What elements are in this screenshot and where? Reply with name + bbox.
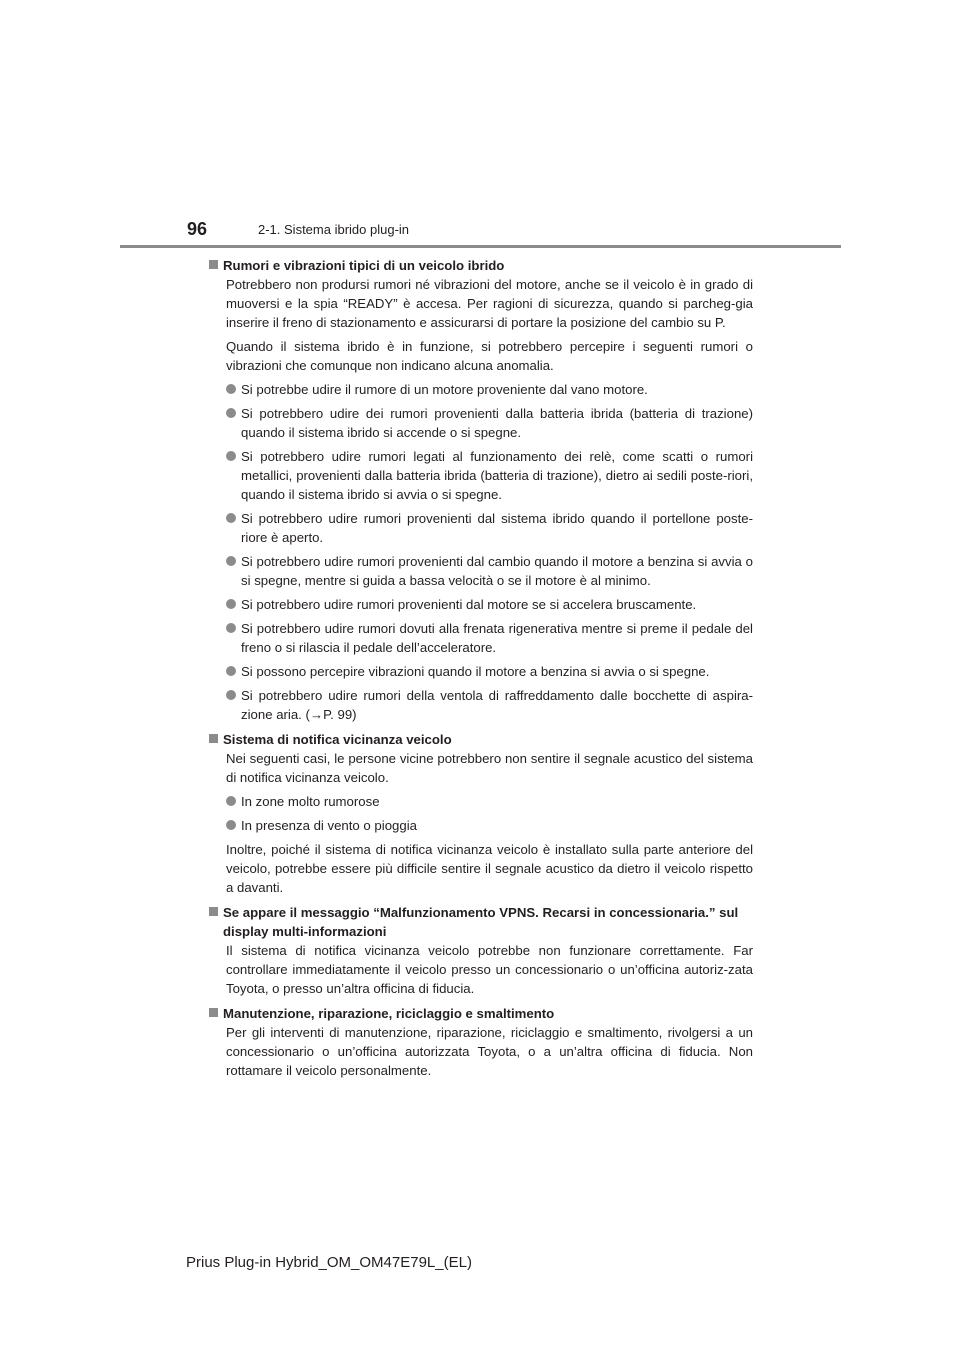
circle-bullet-icon [226, 820, 236, 830]
list-item-text: Si possono percepire vibrazioni quando il motore a benzina si avvia o si spegne. [241, 664, 710, 679]
page-number: 96 [187, 219, 208, 239]
list-item-text: Si potrebbe udire il rumore di un motore proveniente dal vano motore. [241, 382, 648, 397]
list-item-text: In zone molto rumorose [241, 794, 380, 809]
section-heading [209, 903, 753, 941]
list-item-text: Si potrebbero udire rumori provenienti dal cambio quando il motore a benzina si avvia o si spegne, mentre si guida a bassa velocità o se il motore è al minimo. [241, 554, 753, 588]
circle-bullet-icon [226, 513, 236, 523]
list-item-text: Si potrebbero udire rumori dovuti alla frenata rigenerativa mentre si preme il pedale del freno o si rilascia il pedale dell’acceleratore. [241, 621, 753, 655]
list-item-text: Si potrebbero udire rumori provenienti dal motore se si accelera bruscamente. [241, 597, 697, 612]
section-heading [209, 730, 753, 749]
section-heading [209, 1004, 753, 1023]
circle-bullet-icon [226, 623, 236, 633]
circle-bullet-icon [226, 599, 236, 609]
section-heading-text: Manutenzione, riparazione, riciclaggio e smaltimento [223, 1006, 555, 1021]
paragraph: Quando il sistema ibrido è in funzione, si potrebbero percepire i seguenti rumori o vibrazioni che comunque non indicano alcuna anomalia. [226, 339, 753, 373]
list-item [209, 595, 753, 614]
square-bullet-icon [209, 1008, 218, 1017]
document-footer: Prius Plug-in Hybrid_OM_OM47E79L_(EL) [186, 1254, 472, 1271]
circle-bullet-icon [226, 451, 236, 461]
list-item-text: Si potrebbero udire dei rumori provenienti dalla batteria ibrida (batteria di trazione) quando il sistema ibrido si accende o si spegne. [241, 406, 753, 440]
list-item [209, 509, 753, 547]
bullet-list [209, 380, 753, 724]
paragraph: Inoltre, poiché il sistema di notifica vicinanza veicolo è installato sulla parte anteriore del veicolo, potrebbe essere più difficile sentire il segnale acustico da dietro il veicolo rispetto a davanti. [226, 842, 753, 895]
list-item-text: In presenza di vento o pioggia [241, 818, 417, 833]
circle-bullet-icon [226, 666, 236, 676]
paragraph: Nei seguenti casi, le persone vicine potrebbero non sentire il segnale acustico del sistema di notifica vicinanza veicolo. [226, 751, 753, 785]
list-item [209, 686, 753, 724]
circle-bullet-icon [226, 556, 236, 566]
page-content [209, 254, 753, 1086]
list-item [209, 447, 753, 504]
section-heading-text: Sistema di notifica vicinanza veicolo [223, 732, 452, 747]
list-item [209, 662, 753, 681]
circle-bullet-icon [226, 384, 236, 394]
section-heading-text: Se appare il messaggio “Malfunzionamento VPNS. Recarsi in concessionaria.” sul display multi-informazioni [223, 905, 739, 939]
list-item-text: Si potrebbero udire rumori della ventola di raffreddamento dalle bocchette di aspira-zione aria. (→P. 99) [241, 688, 753, 722]
section-title: 2-1. Sistema ibrido plug-in [258, 222, 410, 237]
list-item [209, 816, 753, 835]
circle-bullet-icon [226, 796, 236, 806]
list-item-text: Si potrebbero udire rumori legati al funzionamento dei relè, come scatti o rumori metallici, provenienti dalla batteria ibrida (batteria di trazione), dietro ai sedili poste-riori, quando il sistema ibrido si avvia o si spegne. [241, 449, 753, 502]
square-bullet-icon [209, 734, 218, 743]
list-item [209, 552, 753, 590]
circle-bullet-icon [226, 690, 236, 700]
header-rule [120, 245, 841, 248]
list-item-text: Si potrebbero udire rumori provenienti dal sistema ibrido quando il portellone poste-riore è aperto. [241, 511, 753, 545]
bullet-list [209, 792, 753, 835]
section-block [209, 256, 753, 724]
list-item [209, 792, 753, 811]
list-item [209, 404, 753, 442]
paragraph: Il sistema di notifica vicinanza veicolo potrebbe non funzionare correttamente. Far controllare immediatamente il veicolo presso un concessionario o un’officina autoriz-zata Toyota, o presso un’altra officina di fiducia. [226, 943, 753, 996]
section-heading-text: Rumori e vibrazioni tipici di un veicolo ibrido [223, 258, 505, 273]
square-bullet-icon [209, 260, 218, 269]
list-item [209, 619, 753, 657]
section-block [209, 730, 753, 897]
section-block [209, 1004, 753, 1080]
paragraph: Potrebbero non prodursi rumori né vibrazioni del motore, anche se il veicolo è in grado di muoversi e la spia “READY” è accesa. Per ragioni di sicurezza, quando si parcheg-gia inserire il freno di stazionamento e assicurarsi di portare la posizione del cambio su P. [226, 277, 753, 330]
circle-bullet-icon [226, 408, 236, 418]
section-heading [209, 256, 753, 275]
paragraph: Per gli interventi di manutenzione, riparazione, riciclaggio e smaltimento, rivolgersi a un concessionario o un’officina autorizzata Toyota, o a un’altra officina di fiducia. Non rottamare il veicolo personalmente. [226, 1025, 753, 1078]
section-block [209, 903, 753, 998]
list-item [209, 380, 753, 399]
square-bullet-icon [209, 907, 218, 916]
